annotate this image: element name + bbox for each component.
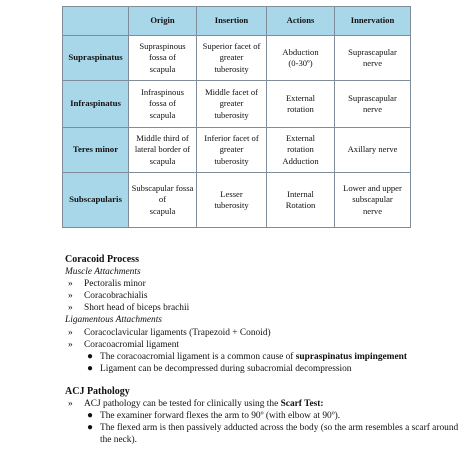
dot-mark: ● (87, 422, 94, 434)
insertion-cell (197, 128, 267, 173)
cell-line: Adduction (282, 155, 319, 166)
origin-cell (129, 81, 197, 128)
cell-line: Lesser (220, 188, 243, 199)
list-item: ● The examiner forward flexes the arm to 90º (with elbow at 90º). (87, 410, 341, 422)
acj-list (65, 398, 465, 446)
impingement-emphasis: supraspinatus impingement (295, 351, 407, 362)
cell-line: rotation (287, 104, 314, 114)
cell-line: lateral border of (134, 144, 191, 155)
cell-line: scapula (149, 63, 176, 74)
bullet-mark: » (68, 303, 73, 314)
list-item: » Pectoralis minor (68, 279, 146, 290)
table-row (63, 36, 411, 81)
bullet-mark: » (68, 279, 73, 290)
header-insertion: Insertion (197, 7, 267, 36)
cell-line: Middle third of (136, 132, 189, 143)
muscle-list (65, 278, 465, 314)
actions-cell (267, 128, 335, 173)
ligamentous-attachments-heading: Ligamentous Attachments (65, 315, 162, 326)
cell-line: Axillary nerve (347, 144, 398, 155)
insertion-cell (197, 81, 267, 128)
cell-line: Abduction (282, 46, 319, 57)
list-item: » Coracoclavicular ligaments (Trapezoid + Conoid) (68, 327, 271, 338)
actions-cell (267, 36, 335, 81)
coracoid-title: Coracoid Process (65, 254, 139, 265)
list-item: » Coracoacromial ligament ● The coracoacromial ligament is a common cause of supraspinatus impingement ● Ligament can be decompressed during subacromial decompression (65, 339, 465, 375)
cell-line: External (285, 132, 316, 143)
muscle-name: Infraspinatus (63, 81, 129, 128)
actions-cell (267, 173, 335, 228)
cell-line: scapula (149, 205, 176, 216)
table-header-row (63, 7, 411, 36)
scarf-test-emphasis: Scarf Test (280, 399, 321, 410)
cell-line: tuberosity (214, 63, 249, 74)
muscle-attachments-heading: Muscle Attachments (65, 267, 141, 278)
cell-line: Suprascapular (348, 92, 397, 103)
cell-line: Inferior facet of (204, 132, 259, 143)
acj-title: ACJ Pathology (65, 385, 130, 397)
dot-mark: ● (87, 362, 94, 374)
bullet-mark: » (68, 327, 73, 338)
innervation-cell (335, 36, 411, 81)
table-row (63, 128, 411, 173)
bullet-mark: » (68, 339, 73, 350)
muscle-name: Subscapularis (63, 173, 129, 228)
cell-line: Infraspinous (141, 86, 184, 97)
origin-cell (129, 173, 197, 228)
actions-cell (267, 81, 335, 128)
cell-line: nerve (362, 58, 383, 68)
ligament-list (65, 327, 465, 375)
insertion-cell (197, 173, 267, 228)
list-item: » Coracobrachialis (68, 291, 148, 302)
cell-line: greater (219, 52, 244, 63)
cell-line: rotation (287, 144, 314, 155)
cell-line: greater (219, 98, 244, 109)
cell-line: nerve (362, 104, 383, 114)
cell-line: Suprascapular (348, 46, 397, 57)
bullet-mark: » (68, 291, 73, 302)
cell-line: Subscapular fossa (131, 182, 194, 193)
header-actions: Actions (267, 7, 335, 36)
list-item: ● The coracoacromial ligament is a common cause of supraspinatus impingement (87, 350, 407, 362)
header-origin: Origin (129, 7, 197, 36)
cell-line: tuberosity (214, 200, 249, 210)
cell-line: tuberosity (214, 109, 249, 120)
insertion-cell (197, 36, 267, 81)
cell-line: External (285, 92, 316, 103)
acj-steps (65, 410, 465, 446)
cell-line: Middle facet of (205, 86, 258, 97)
cell-line: Internal (287, 188, 314, 199)
innervation-cell (335, 173, 411, 228)
origin-cell (129, 36, 197, 81)
ligament-subnotes (65, 351, 465, 375)
muscle-name: Supraspinatus (63, 36, 129, 81)
cell-line: of (158, 194, 167, 205)
header-innervation: Innervation (335, 7, 411, 36)
cell-line: greater (219, 144, 244, 155)
header-empty (63, 7, 129, 36)
list-item: ● Ligament can be decompressed during subacromial decompression (87, 362, 352, 374)
dot-mark: ● (87, 410, 94, 422)
cell-line: (0-30º) (288, 58, 313, 68)
cell-line: Supraspinous (139, 40, 186, 51)
table-row (63, 81, 411, 128)
cell-line: tuberosity (214, 155, 249, 166)
innervation-cell (335, 128, 411, 173)
cell-line: scapula (149, 155, 176, 166)
list-item: ● The flexed arm is then passively adducted across the body (so the arm resembles a scarf around the neck). (87, 422, 459, 446)
muscle-table (62, 6, 411, 228)
dot-mark: ● (87, 350, 94, 362)
list-item: » Short head of biceps brachii (68, 303, 190, 314)
muscle-name: Teres minor (63, 128, 129, 173)
bullet-mark: » (68, 399, 73, 410)
innervation-cell (335, 81, 411, 128)
origin-cell (129, 128, 197, 173)
cell-line: Rotation (285, 200, 316, 210)
list-item: » ACJ pathology can be tested for clinically using the Scarf Test: ● The examiner forward flexes the arm to 90º (with elbow at 90º). ● The flexed arm is then passively adducted across the body (so the arm resembles a scarf around the neck). (65, 398, 465, 446)
table-row (63, 173, 411, 228)
cell-line: scapula (149, 109, 176, 120)
cell-line: Lower and upper (343, 182, 402, 193)
cell-line: nerve (362, 205, 383, 216)
cell-line: subscapular (352, 194, 393, 205)
cell-line: fossa of (149, 98, 176, 109)
cell-line: Superior facet of (202, 40, 261, 51)
cell-line: fossa of (149, 52, 176, 63)
notes (65, 254, 465, 446)
